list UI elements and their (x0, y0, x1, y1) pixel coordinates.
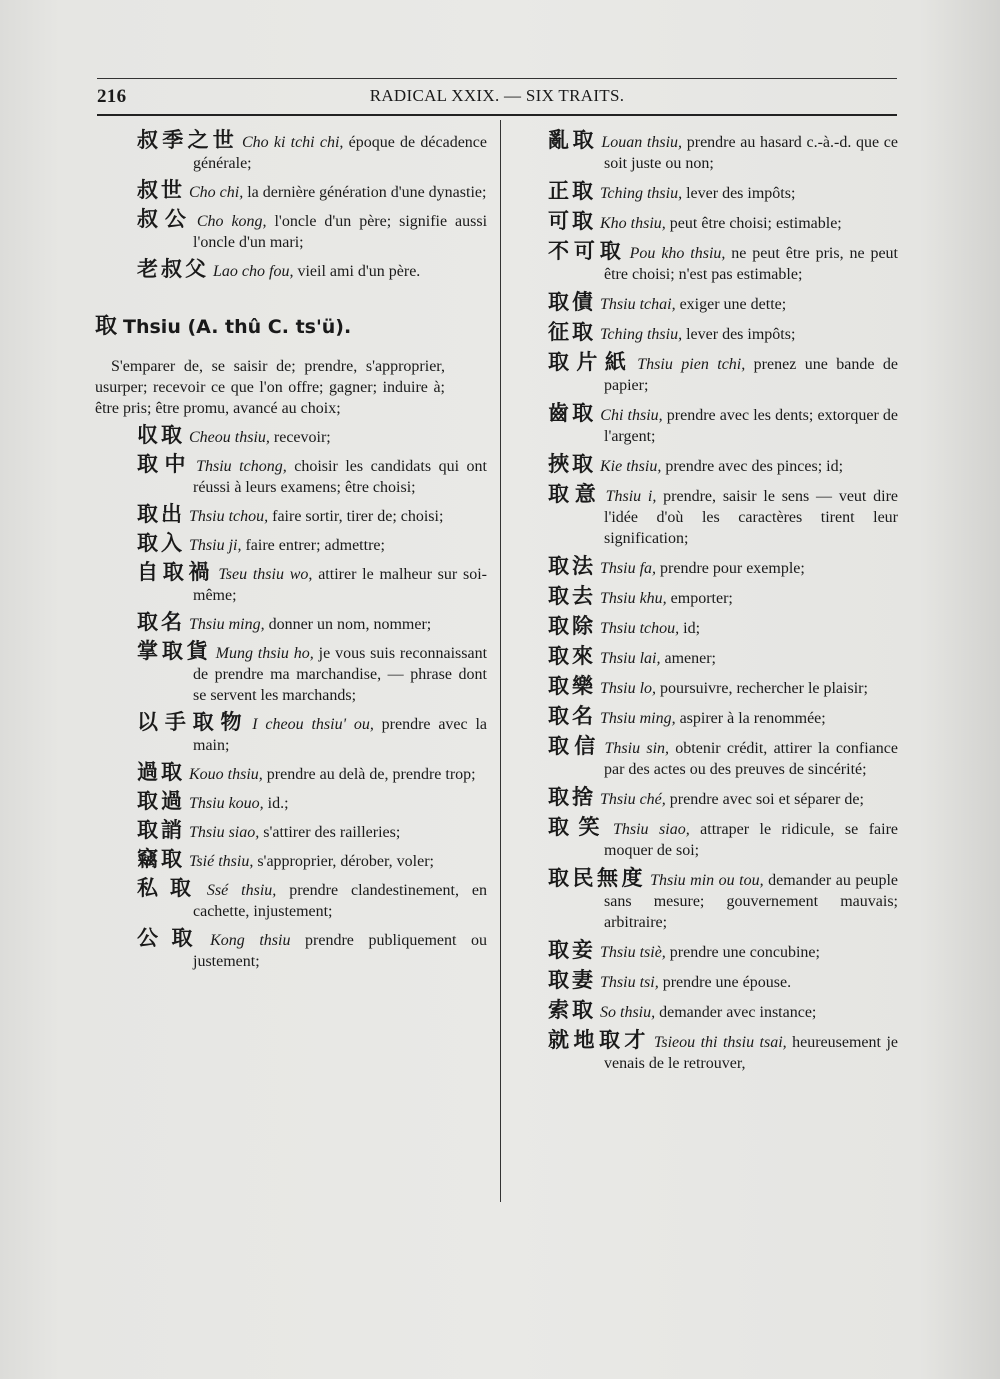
dictionary-entry (548, 586, 898, 609)
chinese-characters: 取民無度 (548, 866, 647, 890)
chinese-characters: 取捨 (548, 785, 596, 809)
dictionary-entry (548, 646, 898, 669)
dictionary-entry (137, 878, 487, 922)
romanization: Thsiu siao, (189, 824, 260, 841)
chinese-characters: 取名 (137, 610, 185, 634)
chinese-characters: 取誚 (137, 818, 185, 842)
chinese-characters: 取法 (548, 554, 596, 578)
romanization: Kho thsiu, (600, 215, 666, 232)
dictionary-entry (137, 928, 487, 972)
dictionary-entry (548, 484, 898, 549)
definition-text: demander avec instance; (655, 1004, 817, 1021)
romanization: Thsiu tsi, (600, 974, 659, 991)
definition-paragraph: S'emparer de, se saisir de; prendre, s'approprier, usurper; recevoir ce que l'on offre; gagner; induire à; être pris; être promu, avancé au choix; (95, 358, 445, 417)
romanization: Cho ki tchi chi, (241, 134, 344, 151)
dictionary-entry (548, 556, 898, 579)
chinese-characters: 取意 (548, 482, 602, 506)
romanization: Thsiu ming, (600, 710, 676, 727)
romanization: Thsiu pien tchi, (637, 356, 746, 373)
dictionary-entry (137, 612, 487, 635)
right-entries (548, 130, 898, 1074)
definition-text: choisir les candidats qui ont réussi à leurs examens; être choisi; (193, 458, 487, 496)
romanization: Kong thsiu (210, 932, 291, 949)
definition-text: faire entrer; admettre; (241, 537, 385, 554)
dictionary-entry (548, 706, 898, 729)
left-column (95, 128, 488, 978)
romanization: Ssé thsiu, (206, 882, 277, 899)
romanization: Tseu thsiu wo, (218, 566, 313, 583)
chinese-characters: 取入 (137, 531, 185, 555)
chinese-characters: 取去 (548, 584, 596, 608)
romanization: Thsiu lo, (600, 680, 657, 697)
chinese-characters: 取樂 (548, 674, 596, 698)
definition-text: prendre avec soi et séparer de; (665, 791, 864, 808)
chinese-characters: 取出 (137, 502, 185, 526)
chinese-characters: 正取 (548, 179, 596, 203)
dictionary-entry (137, 641, 487, 706)
chinese-characters: 亂取 (548, 128, 598, 152)
chinese-characters: 取中 (137, 452, 193, 476)
chinese-characters: 齒取 (548, 401, 597, 425)
dictionary-entry (137, 425, 487, 448)
romanization: Cho kong, (196, 213, 267, 230)
romanization: So thsiu, (600, 1004, 656, 1021)
dictionary-entry (548, 616, 898, 639)
dictionary-entry (548, 322, 898, 345)
chinese-characters: 取來 (548, 644, 596, 668)
chinese-characters: 老叔父 (137, 257, 209, 281)
dictionary-entry (548, 454, 898, 477)
chinese-characters: 取過 (137, 789, 185, 813)
romanization: Cheou thsiu, (189, 429, 270, 446)
definition-text: la dernière génération d'une dynastie; (243, 184, 487, 201)
left-entries (137, 425, 487, 972)
definition-text: l'oncle d'un père; signifie aussi l'oncle d'un mari; (193, 213, 488, 251)
definition-text: prendre, saisir le sens — veut dire l'idée d'où les caractères tirent leur signification; (604, 488, 899, 547)
chinese-characters: 叔世 (137, 178, 185, 202)
romanization: Tsié thsiu, (189, 853, 254, 870)
chinese-characters: 挾取 (548, 452, 596, 476)
definition-text: faire sortir, tirer de; choisi; (268, 508, 444, 525)
definition-text: prendre au delà de, prendre trop; (262, 766, 476, 783)
dictionary-entry (137, 762, 487, 785)
chinese-characters: 取除 (548, 614, 596, 638)
dictionary-entry (548, 352, 898, 396)
chinese-characters: 索取 (548, 998, 596, 1022)
definition-text: prendre pour exemple; (656, 560, 805, 577)
left-pre-entries (137, 130, 487, 282)
romanization: Louan thsiu, (601, 134, 683, 151)
dictionary-entry (137, 180, 487, 203)
chinese-characters: 取妾 (548, 938, 596, 962)
romanization: Cho chi, (189, 184, 244, 201)
definition-text: s'attirer des railleries; (259, 824, 401, 841)
romanization: Thsiu tsiè, (600, 944, 666, 961)
dictionary-entry (548, 181, 898, 204)
romanization: Thsiu i, (605, 488, 657, 505)
running-header (97, 86, 897, 110)
romanization: Tching thsiu, (600, 326, 683, 343)
chinese-characters: 取名 (548, 704, 596, 728)
romanization: Kie thsiu, (600, 458, 662, 475)
definition-text: id; (679, 620, 701, 637)
dictionary-entry (548, 817, 898, 861)
chinese-characters: 以手取物 (137, 710, 249, 734)
romanization: Thsiu min ou tou, (650, 872, 764, 889)
definition-text: prendre avec la main; (193, 716, 487, 754)
definition-text: prendre avec des pinces; id; (661, 458, 844, 475)
dictionary-entry (137, 504, 487, 527)
dictionary-entry (548, 1030, 898, 1074)
head-entry (95, 316, 487, 338)
definition-text: demander au peuple sans mesure; gouvernement mauvais; arbitraire; (604, 872, 898, 931)
definition-text: lever des impôts; (682, 326, 796, 343)
definition-text: poursuivre, rechercher le plaisir; (656, 680, 868, 697)
chinese-characters: 自取禍 (137, 560, 215, 584)
romanization: Thsiu tchong, (196, 458, 287, 475)
chinese-characters: 可取 (548, 209, 596, 233)
dictionary-entry (548, 130, 898, 174)
romanization: Thsiu tchou, (189, 508, 269, 525)
romanization: Tsieou thi thsiu tsai, (653, 1034, 787, 1051)
romanization: Thsiu ji, (189, 537, 242, 554)
definition-text: prendre une concubine; (665, 944, 820, 961)
dictionary-entry (137, 849, 487, 872)
definition-text: prendre au hasard c.-à.-d. que ce soit juste ou non; (604, 134, 899, 172)
definition-text: vieil ami d'un père. (293, 263, 421, 280)
dictionary-entry (137, 820, 487, 843)
romanization: Thsiu sin, (604, 740, 670, 757)
romanization: Thsiu tchou, (600, 620, 680, 637)
chinese-characters: 竊取 (137, 847, 185, 871)
dictionary-entry (137, 130, 487, 174)
definition-text: emporter; (666, 590, 733, 607)
definition-text: je vous suis reconnaissant de prendre ma marchandise, — phrase dont se servent les marchands; (193, 645, 488, 704)
romanization: Mung thsiu ho, (215, 645, 314, 662)
head-character: 取 (95, 314, 118, 339)
page-title: RADICAL XXIX. — SIX TRAITS. (369, 86, 625, 105)
dictionary-entry (548, 970, 898, 993)
romanization: Thsiu ché, (600, 791, 666, 808)
chinese-characters: 公取 (137, 926, 207, 950)
chinese-characters: 過取 (137, 760, 185, 784)
definition-text: heureusement je venais de le retrouver, (604, 1034, 899, 1072)
dictionary-entry (137, 454, 487, 498)
dictionary-entry (137, 259, 487, 282)
chinese-characters: 叔公 (137, 207, 193, 231)
dictionary-entry (137, 209, 487, 253)
romanization: Kouo thsiu, (189, 766, 263, 783)
chinese-characters: 取笑 (548, 815, 609, 839)
chinese-characters: 叔季之世 (137, 128, 238, 152)
romanization: Thsiu fa, (600, 560, 657, 577)
definition-text: attirer le malheur sur soi-même; (193, 566, 488, 604)
definition-text: attraper le ridicule, se faire moquer de soi; (604, 821, 899, 859)
chinese-characters: 取債 (548, 290, 596, 314)
dictionary-entry (548, 868, 898, 933)
definition-text: peut être choisi; estimable; (665, 215, 842, 232)
definition-text: aspirer à la renommée; (675, 710, 826, 727)
dictionary-entry (137, 791, 487, 814)
dictionary-entry (548, 940, 898, 963)
chinese-characters: 収取 (137, 423, 185, 447)
definition-text: prendre clandestinement, en cachette, injustement; (193, 882, 487, 920)
romanization: Thsiu khu, (600, 590, 667, 607)
dictionary-entry (548, 787, 898, 810)
romanization: Thsiu kouo, (189, 795, 264, 812)
chinese-characters: 不可取 (548, 239, 626, 263)
column-divider (500, 120, 501, 1202)
top-rule (97, 78, 897, 79)
definition-text: s'approprier, dérober, voler; (253, 853, 434, 870)
chinese-characters: 取片紙 (548, 350, 634, 374)
dictionary-entry (548, 211, 898, 234)
dictionary-entry (548, 292, 898, 315)
definition-text: recevoir; (269, 429, 331, 446)
romanization: I cheou thsiu' ou, (252, 716, 374, 733)
definition-text: prenez une bande de papier; (604, 356, 898, 394)
dictionary-entry (548, 403, 898, 447)
romanization: Tching thsiu, (600, 185, 683, 202)
dictionary-entry (548, 676, 898, 699)
chinese-characters: 私取 (137, 876, 203, 900)
romanization: Thsiu lai, (600, 650, 661, 667)
definition-text: ne peut être pris, ne peut être choisi; n'est pas estimable; (604, 245, 898, 283)
definition-text: prendre une épouse. (658, 974, 792, 991)
page-number: 216 (97, 86, 127, 107)
definition-text: prendre publiquement ou justement; (193, 932, 488, 970)
dictionary-entry (548, 241, 898, 285)
romanization: Chi thsiu, (600, 407, 663, 424)
dictionary-entry (548, 736, 898, 780)
definition-text: obtenir crédit, attirer la confiance par des actes ou des preuves de sincérité; (604, 740, 899, 778)
chinese-characters: 掌取貨 (137, 639, 212, 663)
definition-text: exiger une dette; (675, 296, 787, 313)
chinese-characters: 取妻 (548, 968, 596, 992)
chinese-characters: 征取 (548, 320, 596, 344)
definition-text: prendre avec les dents; extorquer de l'argent; (604, 407, 899, 445)
chinese-characters: 取信 (548, 734, 601, 758)
header-rule (97, 114, 897, 116)
dictionary-entry (548, 1000, 898, 1023)
romanization: Lao cho fou, (213, 263, 294, 280)
dictionary-entry (137, 533, 487, 556)
romanization: Pou kho thsiu, (629, 245, 726, 262)
romanization: Thsiu siao, (612, 821, 690, 838)
right-column (548, 130, 898, 1081)
chinese-characters: 就地取才 (548, 1028, 650, 1052)
head-label: Thsiu (A. thû C. ts'ü). (123, 316, 352, 338)
romanization: Thsiu ming, (189, 616, 265, 633)
definition-text: donner un nom, nommer; (264, 616, 432, 633)
definition-text: époque de décadence générale; (193, 134, 487, 172)
definition-text: amener; (660, 650, 716, 667)
definition-text: id.; (263, 795, 289, 812)
definition-text: lever des impôts; (682, 185, 796, 202)
romanization: Thsiu tchai, (600, 296, 676, 313)
dictionary-entry (137, 562, 487, 606)
dictionary-entry (137, 712, 487, 756)
